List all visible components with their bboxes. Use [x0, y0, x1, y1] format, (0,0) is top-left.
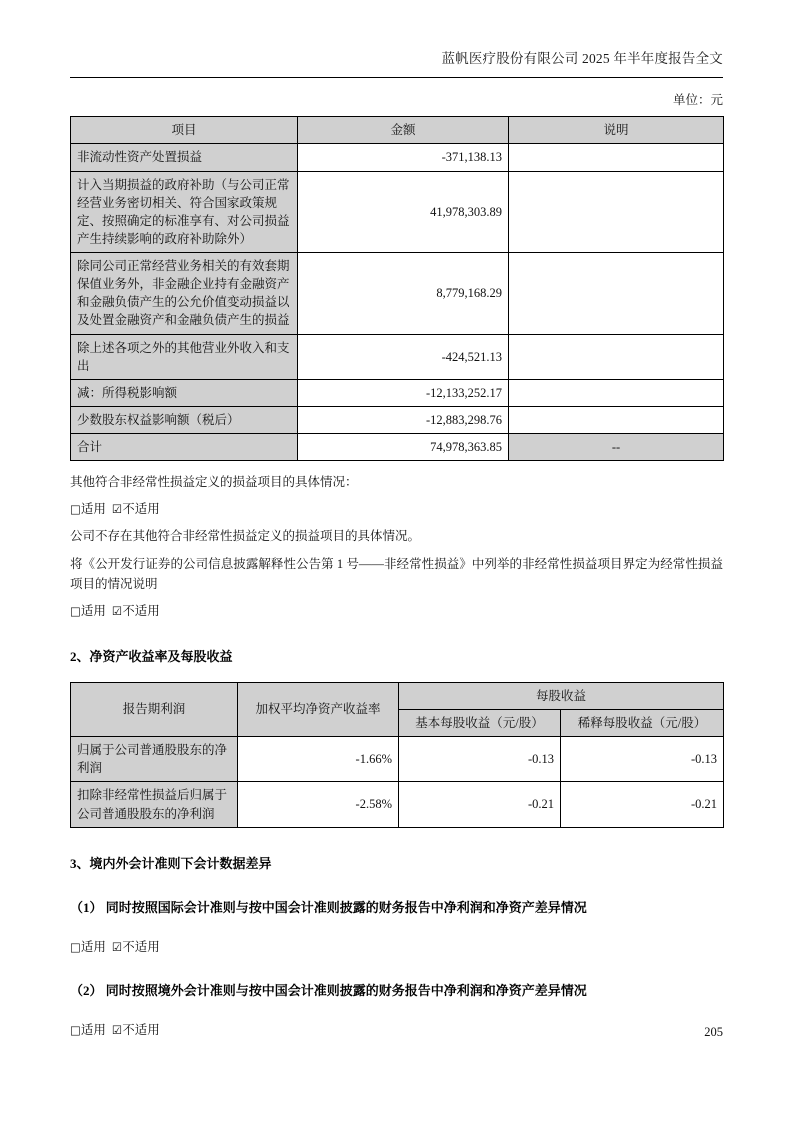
unit-note: 单位：元 — [672, 93, 723, 107]
checkbox-label-applicable: 适用 — [80, 502, 106, 517]
row-amount-value: -12,133,252.17 — [298, 379, 509, 406]
checkbox-unchecked-icon[interactable]: □ — [70, 502, 81, 517]
row-item-label: 除同公司正常经营业务相关的有效套期保值业务外，非金融企业持有金融资产和金融负债产生的公允价值变动损益以及处置金融资产和金融负债产生的损益 — [71, 253, 298, 335]
row-eps-basic-value: -0.13 — [399, 737, 561, 782]
checkbox-unchecked-icon[interactable]: □ — [70, 1023, 81, 1038]
row-note-value: -- — [509, 434, 724, 461]
other-items-answer-text: 公司不存在其他符合非经常性损益定义的损益项目的具体情况。 — [70, 529, 421, 544]
checkbox-label-applicable: 适用 — [80, 940, 106, 955]
table-row — [71, 782, 724, 827]
roe-eps-table — [70, 682, 724, 828]
checkbox-label-not-applicable: 不适用 — [122, 502, 160, 517]
applicability-checkline-2 — [70, 601, 723, 621]
column-header-eps-basic: 基本每股收益（元/股） — [399, 710, 561, 737]
row-item-label: 计入当期损益的政府补助（与公司正常经营业务密切相关、符合国家政策规定、按照确定的标准享有、对公司损益产生持续影响的政府补助除外） — [71, 171, 298, 253]
column-header-roe: 加权平均净资产收益率 — [238, 682, 399, 736]
checkbox-label-applicable: 适用 — [80, 1023, 106, 1038]
table-header-row — [71, 117, 724, 144]
row-eps-basic-value: -0.21 — [399, 782, 561, 827]
table-row — [71, 171, 724, 253]
row-item-label: 非流动性资产处置损益 — [71, 144, 298, 171]
row-note-value — [509, 171, 724, 253]
defined-recurring-lead-text: 将《公开发行证券的公司信息披露解释性公告第 1 号——非经常性损益》中列举的非经常性损益项目界定为经常性损益项目的情况说明 — [70, 556, 723, 591]
row-item-label: 除上述各项之外的其他营业外收入和支出 — [71, 334, 298, 379]
eps-table-wrapper — [70, 682, 723, 828]
row-profit-label: 扣除非经常性损益后归属于公司普通股股东的净利润 — [71, 782, 238, 827]
row-note-value — [509, 334, 724, 379]
row-note-value — [509, 144, 724, 171]
row-eps-diluted-value: -0.21 — [561, 782, 724, 827]
row-amount-value: 74,978,363.85 — [298, 434, 509, 461]
applicability-checkline-3 — [70, 937, 723, 957]
header-divider — [70, 77, 723, 78]
row-amount-value: -424,521.13 — [298, 334, 509, 379]
table-row-total — [71, 434, 724, 461]
checkbox-label-applicable: 适用 — [80, 604, 106, 619]
row-amount-value: 41,978,303.89 — [298, 171, 509, 253]
row-amount-value: -371,138.13 — [298, 144, 509, 171]
page-content — [70, 92, 723, 1040]
column-header-item: 项目 — [71, 117, 298, 144]
applicability-checkline-1 — [70, 499, 723, 519]
row-note-value — [509, 253, 724, 335]
table-row — [71, 144, 724, 171]
column-header-profit: 报告期利润 — [71, 682, 238, 736]
running-header: 蓝帆医疗股份有限公司 2025 年半年度报告全文 — [441, 51, 723, 66]
row-item-label: 合计 — [71, 434, 298, 461]
checkbox-label-not-applicable: 不适用 — [122, 1023, 160, 1038]
checkbox-checked-icon[interactable]: ☑ — [111, 1023, 123, 1038]
checkbox-checked-icon[interactable]: ☑ — [111, 502, 123, 517]
row-amount-value: -12,883,298.76 — [298, 406, 509, 433]
row-roe-value: -2.58% — [238, 782, 399, 827]
other-items-lead-text: 其他符合非经常性损益定义的损益项目的具体情况： — [70, 475, 358, 490]
checkbox-checked-icon[interactable]: ☑ — [111, 604, 123, 619]
section-heading-3-1: （1） 同时按照国际会计准则与按中国会计准则披露的财务报告中净利润和净资产差异情况 — [70, 900, 587, 916]
section-heading-3-2: （2） 同时按照境外会计准则与按中国会计准则披露的财务报告中净利润和净资产差异情况 — [70, 983, 587, 999]
page-number: 205 — [704, 1025, 723, 1039]
checkbox-label-not-applicable: 不适用 — [122, 604, 160, 619]
row-roe-value: -1.66% — [238, 737, 399, 782]
row-eps-diluted-value: -0.13 — [561, 737, 724, 782]
row-item-label: 少数股东权益影响额（税后） — [71, 406, 298, 433]
checkbox-label-not-applicable: 不适用 — [122, 940, 160, 955]
column-header-eps-diluted: 稀释每股收益（元/股） — [561, 710, 724, 737]
table-row — [71, 379, 724, 406]
section-heading-2: 2、净资产收益率及每股收益 — [70, 649, 233, 665]
section-heading-3: 3、境内外会计准则下会计数据差异 — [70, 855, 272, 871]
table-header-row-top — [71, 682, 724, 709]
column-header-amount: 金额 — [298, 117, 509, 144]
nonrecurring-items-table — [70, 116, 724, 461]
checkbox-unchecked-icon[interactable]: □ — [70, 940, 81, 955]
row-amount-value: 8,779,168.29 — [298, 253, 509, 335]
table-row — [71, 334, 724, 379]
row-item-label: 减：所得税影响额 — [71, 379, 298, 406]
checkbox-unchecked-icon[interactable]: □ — [70, 604, 81, 619]
column-header-eps-group: 每股收益 — [399, 682, 724, 709]
table-row — [71, 406, 724, 433]
table-row — [71, 253, 724, 335]
row-note-value — [509, 379, 724, 406]
row-profit-label: 归属于公司普通股股东的净利润 — [71, 737, 238, 782]
checkbox-checked-icon[interactable]: ☑ — [111, 940, 123, 955]
column-header-note: 说明 — [509, 117, 724, 144]
table-row — [71, 737, 724, 782]
row-note-value — [509, 406, 724, 433]
